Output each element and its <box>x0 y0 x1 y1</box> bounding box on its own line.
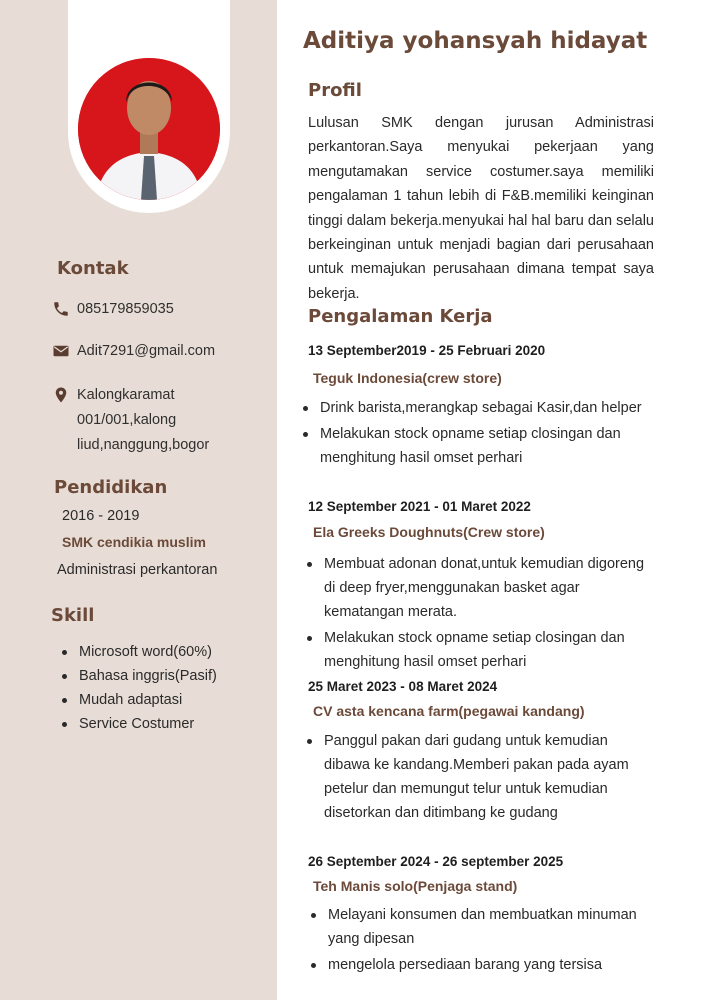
phone-icon <box>52 300 70 318</box>
email-row <box>52 339 215 364</box>
job-company: CV asta kencana farm(pegawai kandang) <box>313 703 585 719</box>
envelope-icon <box>52 342 70 360</box>
job-company: Teguk Indonesia(crew store) <box>313 370 502 386</box>
job-task: Melakukan stock opname setiap closingan dan menghitung hasil omset perhari <box>303 422 643 470</box>
address-text: Kalongkaramat 001/001,kalong liud,nanggung,bogor <box>77 387 210 453</box>
skill-item: Mudah adaptasi <box>62 688 217 712</box>
contact-heading: Kontak <box>57 258 129 279</box>
job-date: 12 September 2021 - 01 Maret 2022 <box>308 499 531 514</box>
job-date: 25 Maret 2023 - 08 Maret 2024 <box>308 679 498 694</box>
bullet-icon <box>307 636 312 641</box>
bullet-icon <box>62 674 67 679</box>
bullet-icon <box>311 913 316 918</box>
job-task: Drink barista,merangkap sebagai Kasir,dan helper <box>303 396 643 420</box>
address-row <box>52 383 247 458</box>
phone-number: 085179859035 <box>77 301 174 317</box>
job-tasks <box>311 903 651 979</box>
candidate-name: Aditiya yohansyah hidayat <box>303 28 648 54</box>
skill-item: Service Costumer <box>62 712 217 736</box>
job-date: 13 September2019 - 25 Februari 2020 <box>308 343 546 358</box>
bullet-icon <box>62 722 67 727</box>
bullet-icon <box>303 432 308 437</box>
bullet-icon <box>62 698 67 703</box>
job-tasks <box>303 396 643 472</box>
skill-item: Microsoft word(60%) <box>62 640 217 664</box>
skill-heading: Skill <box>51 605 95 626</box>
job-task: mengelola persediaan barang yang tersisa <box>311 953 651 977</box>
job-task: Melakukan stock opname setiap closingan dan menghitung hasil omset perhari <box>307 626 647 674</box>
education-major: Administrasi perkantoran <box>57 562 218 578</box>
profile-text: Lulusan SMK dengan jurusan Administrasi perkantoran.Saya menyukai pekerjaan yang mengutamakan service costumer.saya memiliki pengalaman 1 tahun lebih di F&B.memiliki keinginan tinggi dalam bekerja.menyukai hal hal baru dan selalu berkeinginan untuk menjadi bagian dari perusahaan untuk memajukan perusahaan dimana tempat saya bekerja. <box>308 115 654 302</box>
job-tasks <box>307 552 647 676</box>
job-company: Ela Greeks Doughnuts(Crew store) <box>313 524 545 540</box>
job-company: Teh Manis solo(Penjaga stand) <box>313 878 518 894</box>
profile-heading: Profil <box>308 80 362 101</box>
bullet-icon <box>303 406 308 411</box>
education-heading: Pendidikan <box>54 477 168 498</box>
bullet-icon <box>307 739 312 744</box>
bullet-icon <box>311 963 316 968</box>
profile-photo <box>78 58 220 200</box>
job-date: 26 September 2024 - 26 september 2025 <box>308 854 564 869</box>
location-pin-icon <box>52 386 70 404</box>
job-task: Membuat adonan donat,untuk kemudian digoreng di deep fryer,menggunakan basket agar kematangan merata. <box>307 552 647 624</box>
experience-heading: Pengalaman Kerja <box>308 306 493 327</box>
education-years: 2016 - 2019 <box>62 508 140 524</box>
job-tasks <box>307 729 647 827</box>
skill-list <box>62 640 217 736</box>
education-school: SMK cendikia muslim <box>62 534 206 550</box>
phone-row <box>52 297 174 322</box>
bullet-icon <box>307 562 312 567</box>
job-task: Melayani konsumen dan membuatkan minuman yang dipesan <box>311 903 651 951</box>
email-address: Adit7291@gmail.com <box>77 343 216 359</box>
skill-item: Bahasa inggris(Pasif) <box>62 664 217 688</box>
bullet-icon <box>62 650 67 655</box>
job-task: Panggul pakan dari gudang untuk kemudian dibawa ke kandang.Memberi pakan pada ayam petelur dan memungut telur untuk kemudian disetorkan dan ditimbang ke gudang <box>307 729 647 825</box>
